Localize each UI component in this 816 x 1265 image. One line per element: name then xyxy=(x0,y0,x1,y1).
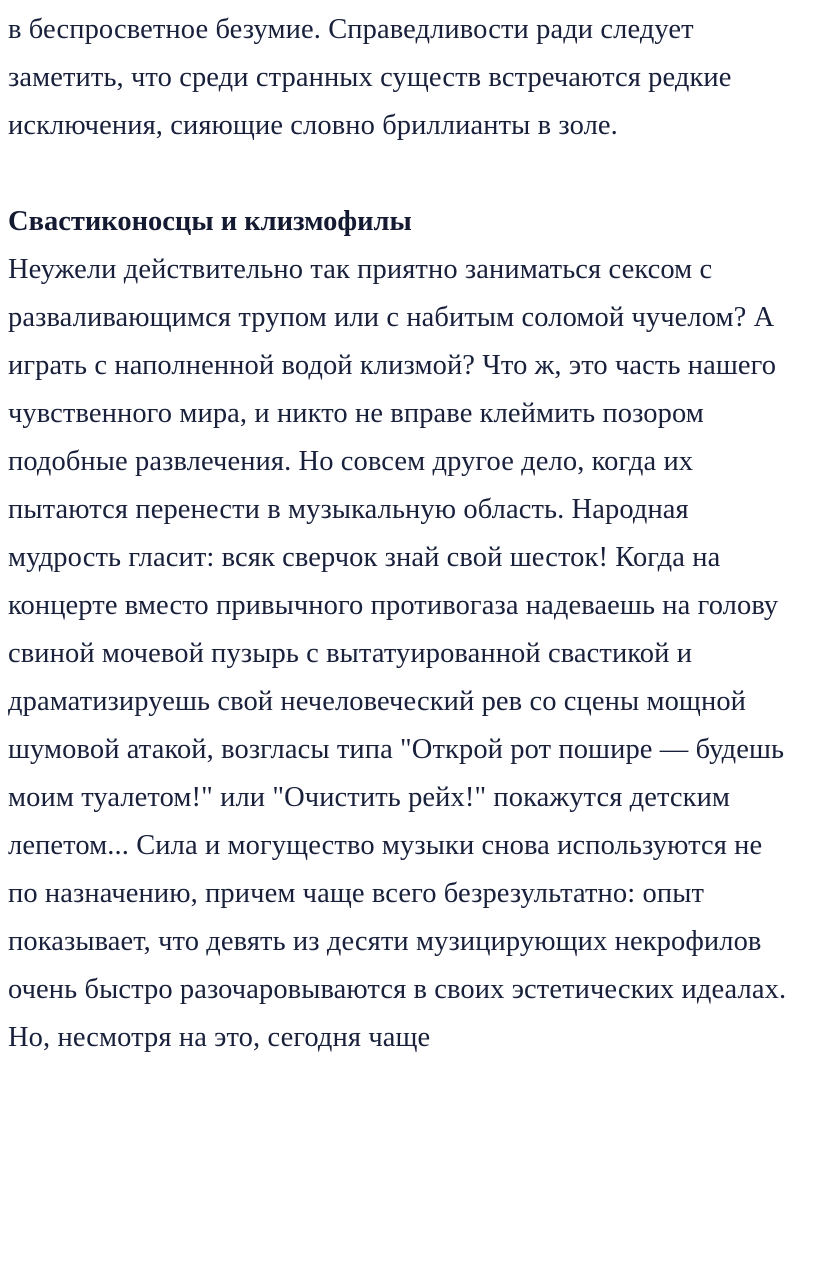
paragraph-intro: в беспросветное безумие. Справедливости ради следует заметить, что среди странных существ встречаются редкие исключения, сияющие словно бриллианты в золе. xyxy=(8,14,732,141)
section-body: Неужели действительно так приятно заниматься сексом с разваливающимся трупом или с набитым соломой чучелом? А играть с наполненной водой клизмой? Что ж, это часть нашего чувственного мира, и никто не вправе клеймить позором подобные развлечения. Но совсем другое дело, когда их пытаются перенести в музыкальную область. Народная мудрость гласит: всяк сверчок знай свой шесток! Когда на концерте вместо привычного противогаза надеваешь на голову свиной мочевой пузырь с вытатуированной свастикой и драматизируешь свой нечеловеческий рев со сцены мощной шумовой атакой, возгласы типа "Открой рот пошире — будешь моим туалетом!" или "Очистить рейх!" покажутся детским лепетом... Сила и могущество музыки снова используются не по назначению, причем чаще всего безрезультатно: опыт показывает, что девять из десяти музицирующих некрофилов очень быстро разочаровываются в своих эстетических идеалах. Но, несмотря на это, сегодня чаще xyxy=(8,254,787,1053)
paragraph-spacer xyxy=(8,150,792,198)
section-heading: Свастиконосцы и клизмофилы xyxy=(8,206,412,237)
